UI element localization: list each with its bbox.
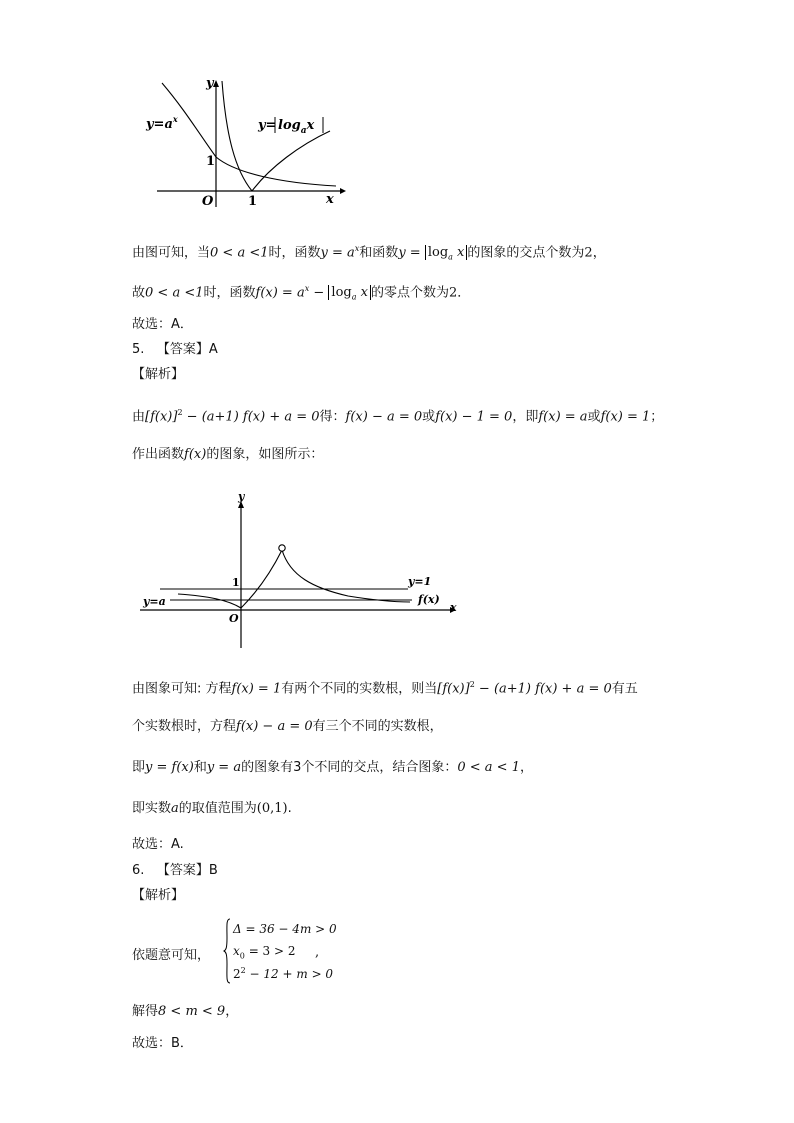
text-line-5: 作出函数f(x)的图象，如图所示： <box>132 447 324 462</box>
abs-log-expr-2: $\log_a x$ <box>328 285 371 300</box>
graph-fx <box>138 488 468 653</box>
graph1-y-label: y <box>206 76 214 91</box>
text-line-7: 个实数根时，方程f(x) − a = 0有三个不同的实数根， <box>132 719 443 734</box>
exp-curve <box>162 83 336 186</box>
graph1-one-y-label: 1 <box>206 154 216 169</box>
text-line-8: 即y = f(x)和y = a的图象有3个不同的交点，结合图象：0 < a < 1， <box>132 760 533 775</box>
graph2-one-label: 1 <box>232 576 240 589</box>
graph1-origin-label: O <box>202 194 214 209</box>
graph2-y-label: y <box>238 490 245 503</box>
graph1-one-x-label: 1 <box>248 194 258 209</box>
text-line-4: 由$[f(x)]^2 - (a+1) f(x) + a = 0$得：f(x) − a = 0或f(x) − 1 = 0，即f(x) = a或f(x) = 1； <box>132 408 664 425</box>
fx-decreasing-branch <box>282 550 410 602</box>
q5-answer: 5. 【答案】A <box>132 342 218 357</box>
label-fx: f(x) <box>418 593 440 606</box>
y-axis-arrow-icon <box>213 80 219 87</box>
text-line-11: 依题意可知， <box>132 948 211 963</box>
log-curve-label-log: $\log_ax$ <box>278 118 315 136</box>
system-row-2: $x_0 = 3 > 2$ <box>233 944 296 961</box>
text-line-12: 解得8 < m < 9， <box>132 1004 239 1019</box>
fx-left-branch <box>178 594 241 608</box>
text-line-9: 即实数a的取值范围为(0,1). <box>132 801 292 816</box>
abs-log-expr: $\log_a x$ <box>425 245 468 260</box>
label-ya: y=a <box>143 595 166 608</box>
text-line-1: 由图可知，当0 < a <1时，函数$y = a^x$和函数$y = \log_a x$ 的图象的交点个数为2， <box>132 244 606 262</box>
choice-line-q6: 故选：B． <box>132 1036 193 1051</box>
q6-analysis-heading: 【解析】 <box>132 888 185 903</box>
left-brace-icon <box>223 918 231 984</box>
text-line-6: 由图象可知: 方程f(x) = 1有两个不同的实数根，则当$[f(x)]^2 - (a+1) f(x) + a = 0$有五 <box>132 680 638 697</box>
exp-curve-label: $y=a^x$ <box>146 114 178 132</box>
text-line-2: 故0 < a <1时，函数$f(x) = a^x - \log_a x$ 的零点个数为2． <box>132 284 471 302</box>
x-axis-arrow-icon <box>340 188 346 194</box>
graph2-origin-label: O <box>229 612 239 625</box>
q5-analysis-heading: 【解析】 <box>132 367 185 382</box>
label-y1: y=1 <box>408 575 432 588</box>
fx-rising-branch <box>241 550 282 608</box>
open-point-icon <box>279 545 285 551</box>
graph1-x-label: x <box>326 192 334 207</box>
q6-answer: 6. 【答案】B <box>132 863 218 878</box>
log-curve-label: y= <box>258 118 277 133</box>
choice-line-q5: 故选：A. <box>132 837 184 852</box>
log-abs-curve-left <box>222 81 252 191</box>
system-row-3: $2^2 - 12 + m > 0$ <box>233 966 334 981</box>
graph-exp-log <box>140 75 350 215</box>
system-comma: , <box>315 945 320 960</box>
system-row-1: Δ = 36 − 4m > 0 <box>233 922 337 936</box>
graph2-x-label: x <box>450 601 457 614</box>
choice-line-q4: 故选：A． <box>132 317 193 332</box>
